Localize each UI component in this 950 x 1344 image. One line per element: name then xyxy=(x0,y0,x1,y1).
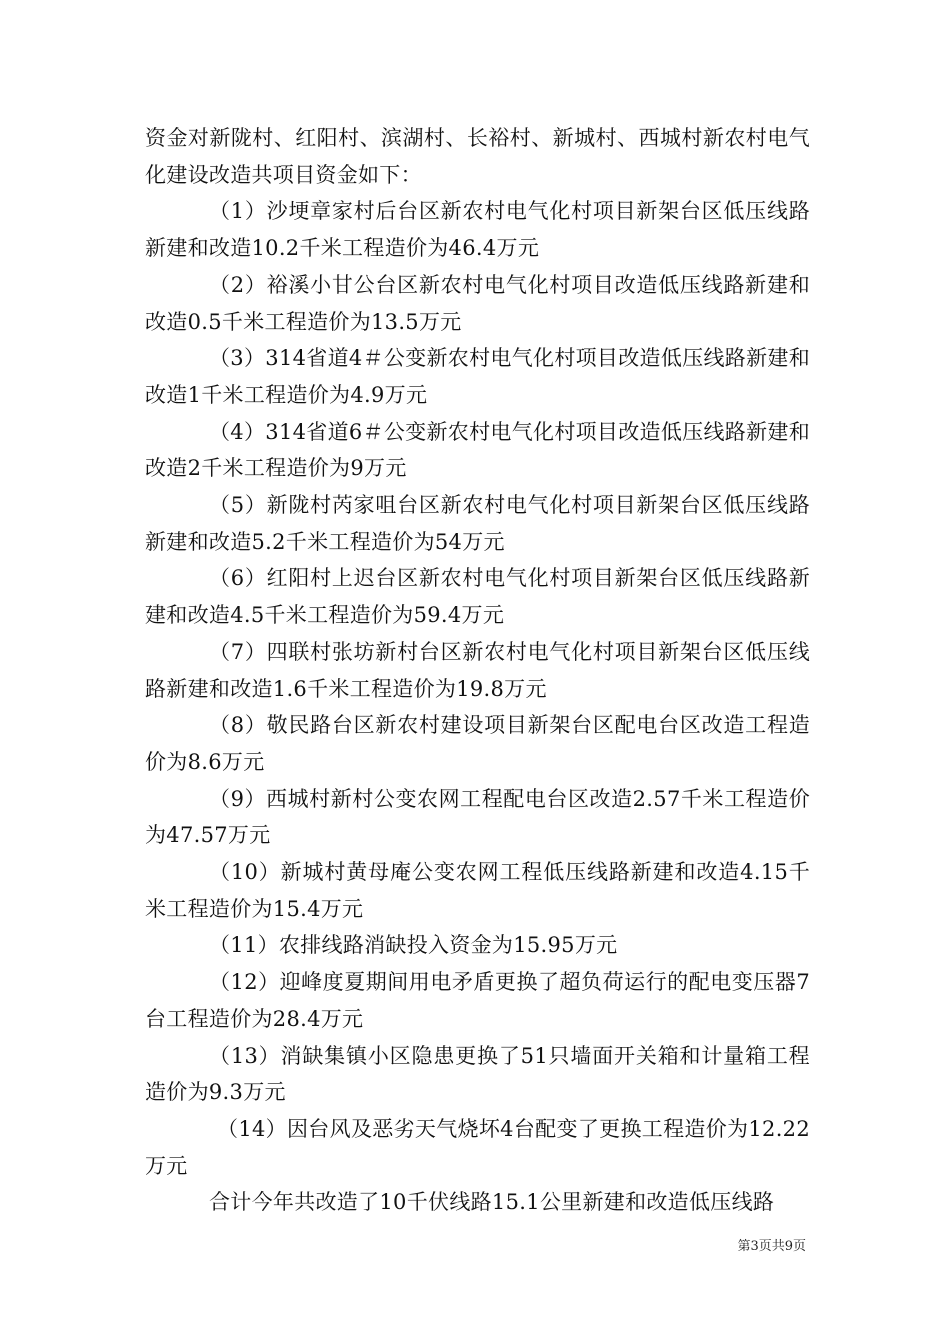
paragraph-item-14: （14）因台风及恶劣天气烧坏4台配变了更换工程造价为12.22万元 xyxy=(145,1116,810,1178)
paragraph-item-12: （12）迎峰度夏期间用电矛盾更换了超负荷运行的配电变压器7台工程造价为28.4万元 xyxy=(145,970,810,1031)
document-body xyxy=(145,120,810,1221)
paragraph-item-10: （10）新城村黄母庵公变农网工程低压线路新建和改造4.15千米工程造价为15.4万元 xyxy=(145,860,810,921)
paragraph-summary: 合计今年共改造了10千伏线路15.1公里新建和改造低压线路 xyxy=(209,1190,775,1215)
paragraph-intro: 资金对新陇村、红阳村、滨湖村、长裕村、新城村、西城村新农村电气化建设改造共项目资金如下： xyxy=(145,126,810,187)
paragraph-item-8: （8）敬民路台区新农村建设项目新架台区配电台区改造工程造价为8.6万元 xyxy=(145,713,810,774)
paragraph-item-2: （2）裕溪小甘公台区新农村电气化村项目改造低压线路新建和改造0.5千米工程造价为13.5万元 xyxy=(145,272,810,334)
paragraph-item-13: （13）消缺集镇小区隐患更换了51只墙面开关箱和计量箱工程造价为9.3万元 xyxy=(145,1043,810,1105)
paragraph-item-6: （6）红阳村上迟台区新农村电气化村项目新架台区低压线路新建和改造4.5千米工程造价为59.4万元 xyxy=(145,566,810,628)
paragraph-item-11: （11）农排线路消缺投入资金为15.95万元 xyxy=(209,933,618,958)
paragraph-item-4: （4）314省道6＃公变新农村电气化村项目改造低压线路新建和改造2千米工程造价为9万元 xyxy=(145,419,810,481)
paragraph-item-5: （5）新陇村芮家咀台区新农村电气化村项目新架台区低压线路新建和改造5.2千米工程造价为54万元 xyxy=(145,493,810,554)
paragraph-item-1: （1）沙埂章家村后台区新农村电气化村项目新架台区低压线路新建和改造10.2千米工程造价为46.4万元 xyxy=(145,199,810,261)
paragraph-item-3: （3）314省道4＃公变新农村电气化村项目改造低压线路新建和改造1千米工程造价为4.9万元 xyxy=(145,346,810,407)
page-number-footer: 第3页共9页 xyxy=(737,1239,806,1254)
paragraph-item-7: （7）四联村张坊新村台区新农村电气化村项目新架台区低压线路新建和改造1.6千米工程造价为19.8万元 xyxy=(145,639,810,701)
paragraph-item-9: （9）西城村新村公变农网工程配电台区改造2.57千米工程造价为47.57万元 xyxy=(145,786,810,848)
